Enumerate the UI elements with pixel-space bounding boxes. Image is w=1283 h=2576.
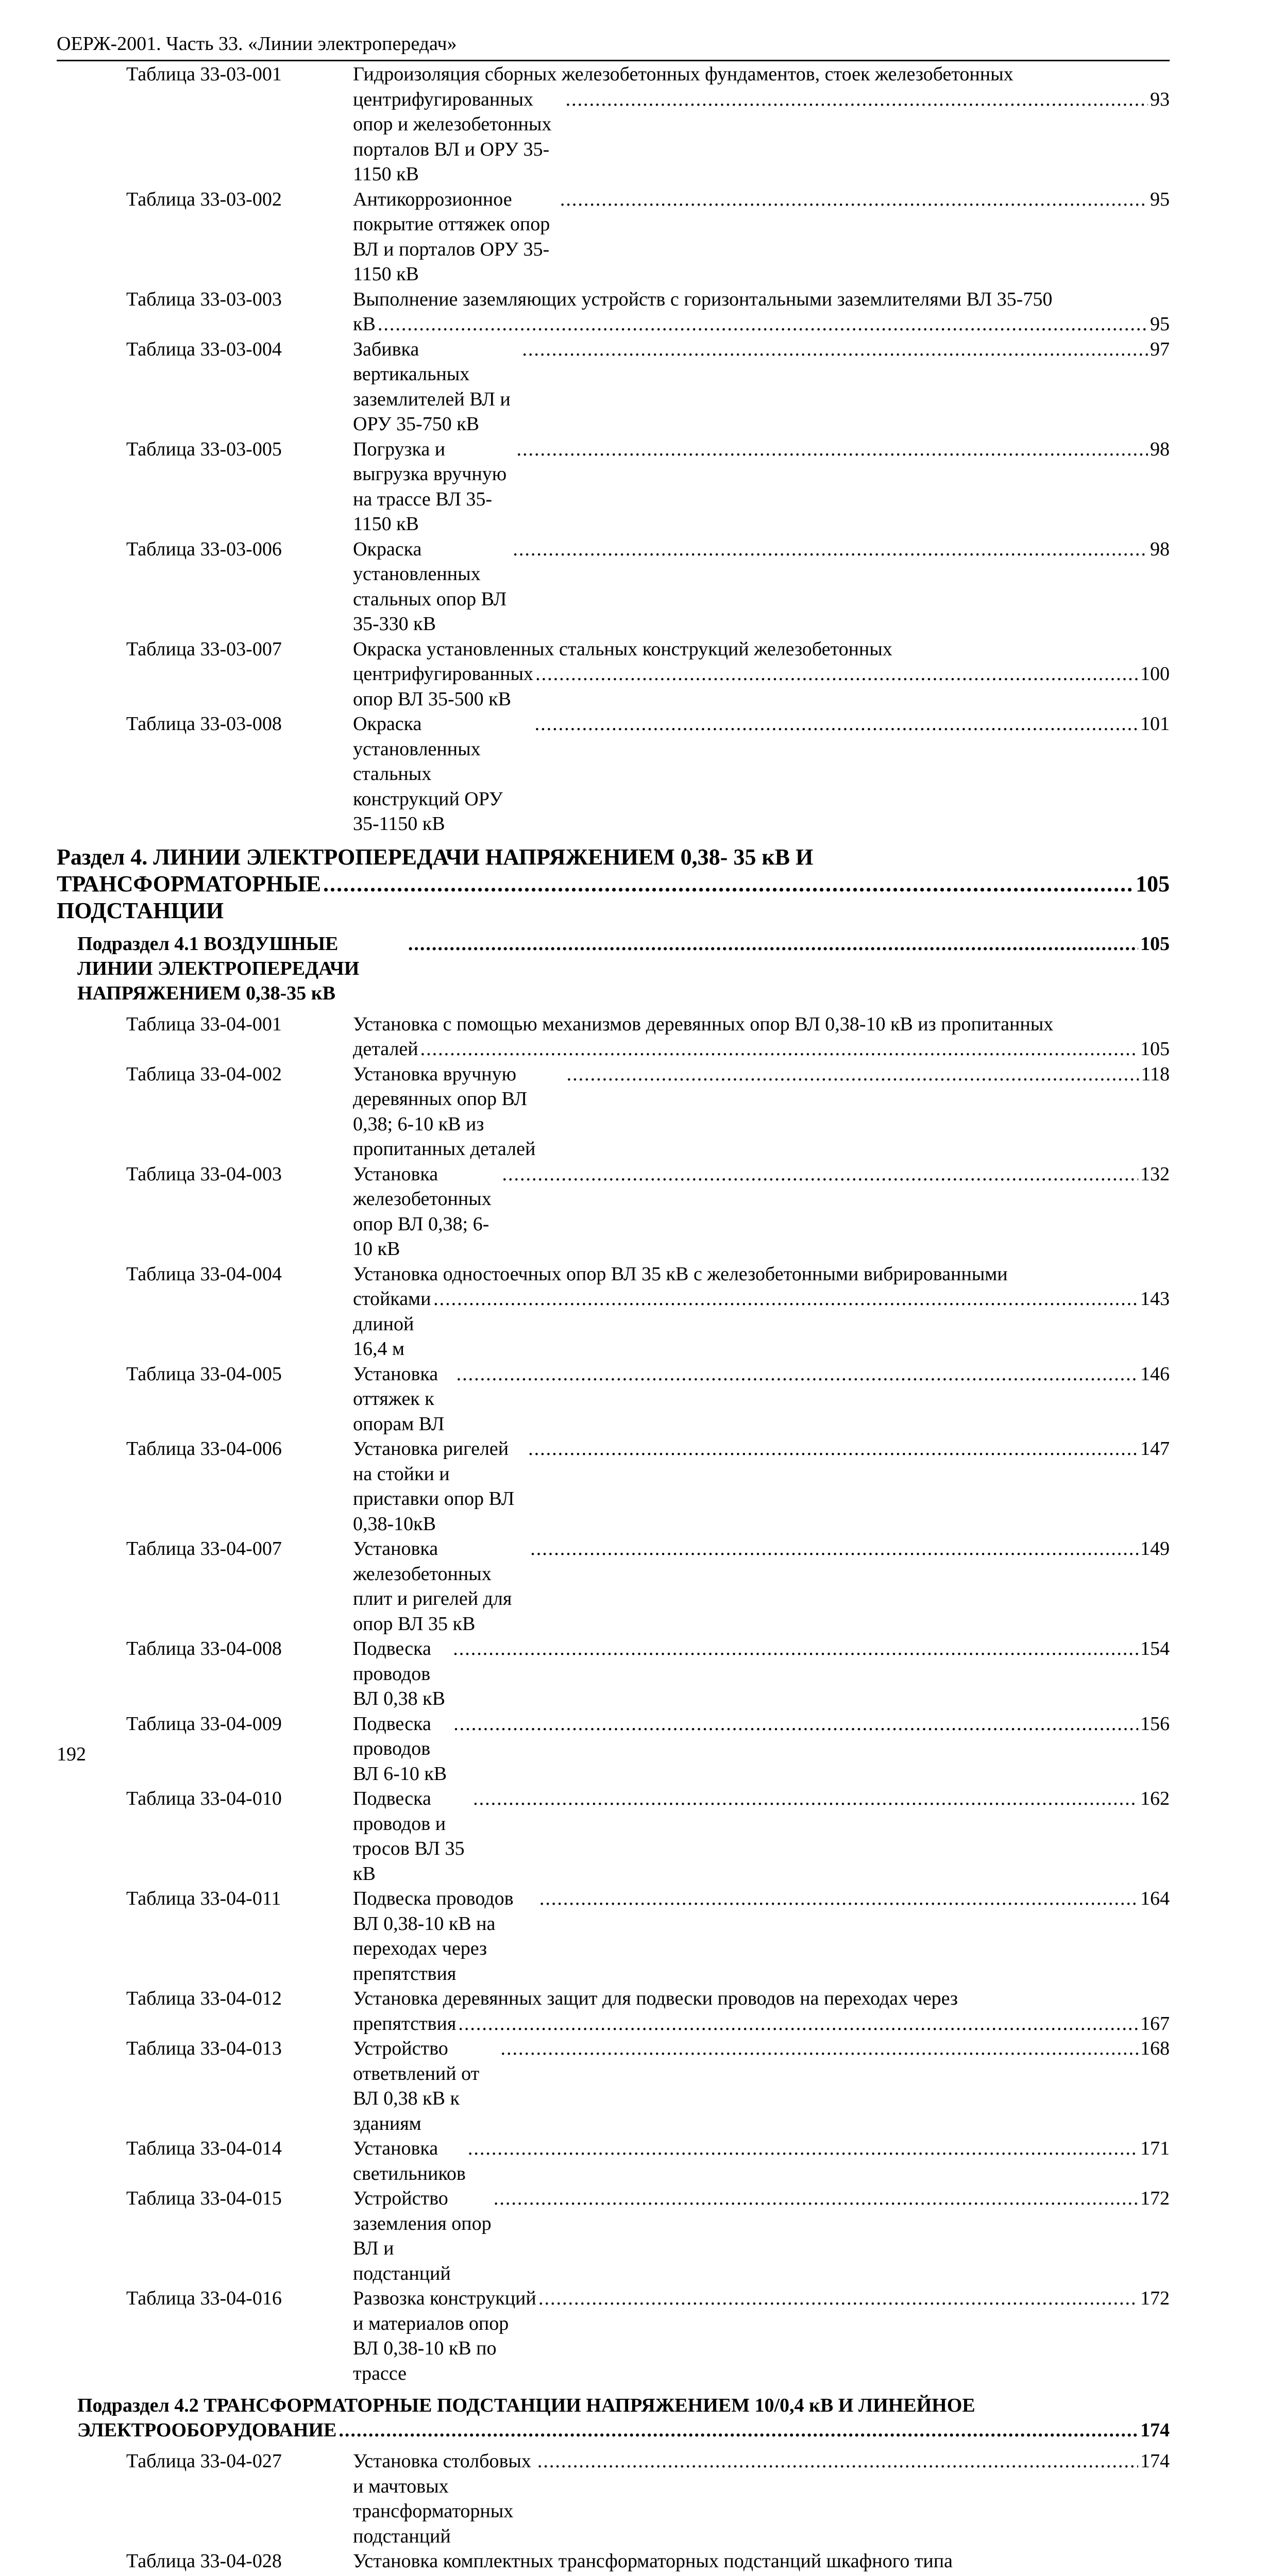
section-heading: [57, 844, 1170, 924]
toc-entry: [57, 1362, 1170, 1437]
page-ref: 171: [1140, 2136, 1170, 2161]
dot-leader: [513, 537, 1148, 562]
toc-entry: [57, 1062, 1170, 1162]
title-text: Установка железобетонных опор ВЛ 0,38; 6-10 кВ: [353, 1162, 500, 1262]
page-ref: 93: [1150, 87, 1170, 112]
dot-leader: [468, 2136, 1138, 2161]
title-line: Установка с помощью механизмов деревянных опор ВЛ 0,38-10 кВ из пропитанных: [353, 1012, 1170, 1037]
page-ref: 100: [1140, 662, 1170, 687]
page-ref: 105: [1136, 871, 1170, 897]
title-line-with-leader: [353, 2036, 1170, 2136]
title-text: Установка светильников: [353, 2136, 466, 2186]
toc-entry: [57, 2136, 1170, 2186]
page-ref: 164: [1140, 1886, 1170, 1911]
table-code: Таблица 33-04-001: [126, 1012, 282, 1037]
title-line-with-leader: [77, 2418, 1170, 2443]
title-line-with-leader: [77, 931, 1170, 1006]
page-ref: 105: [1140, 931, 1170, 956]
toc-entry-title: [353, 2449, 1170, 2549]
title-text: Устройство ответвлений от ВЛ 0,38 кВ к зданиям: [353, 2036, 499, 2136]
toc-entry-title: [353, 1986, 1170, 2036]
table-code: Таблица 33-04-012: [126, 1986, 282, 2011]
toc-entry-title: [353, 62, 1170, 187]
toc-entry-title: [353, 1012, 1170, 1062]
title-text: Устройство заземления опор ВЛ и подстанций: [353, 2186, 492, 2286]
title-line-with-leader: [353, 1786, 1170, 1886]
page-ref: 132: [1140, 1162, 1170, 1187]
dot-leader: [453, 1636, 1138, 1662]
title-text: Подраздел 4.1 ВОЗДУШНЫЕ ЛИНИИ ЭЛЕКТРОПЕРЕДАЧИ НАПРЯЖЕНИЕМ 0,38-35 кВ: [77, 931, 406, 1006]
title-text: Установка ригелей на стойки и приставки опор ВЛ 0,38-10кВ: [353, 1436, 526, 1536]
title-text: Подвеска проводов и тросов ВЛ 35 кВ: [353, 1786, 471, 1886]
title-line-with-leader: [353, 2011, 1170, 2037]
title-text: Погрузка и выгрузка вручную на трассе ВЛ 35-1150 кВ: [353, 437, 514, 537]
title-text: Антикоррозионное покрытие оттяжек опор ВЛ и порталов ОРУ 35-1150 кВ: [353, 187, 558, 287]
toc-entry: [57, 1012, 1170, 1062]
table-code: Таблица 33-04-010: [126, 1786, 282, 1811]
toc-entry-title: [353, 711, 1170, 837]
dot-leader: [502, 1162, 1138, 1187]
toc-entry-title: [353, 537, 1170, 637]
title-line-with-leader: [353, 1286, 1170, 1362]
toc-entry-title: [353, 2036, 1170, 2136]
toc-entry-title: [353, 2549, 1170, 2576]
title-line-with-leader: [353, 1037, 1170, 1062]
toc-entry-title: [353, 637, 1170, 712]
dot-leader: [457, 1362, 1138, 1387]
title-line-with-leader: [353, 2574, 1170, 2576]
toc-entry: [57, 1436, 1170, 1536]
title-line-with-leader: [353, 1711, 1170, 1787]
table-code: Таблица 33-04-007: [126, 1536, 282, 1562]
toc-entry-title: [353, 1436, 1170, 1536]
title-text: ЭЛЕКТРООБОРУДОВАНИЕ: [77, 2418, 336, 2443]
dot-leader: [473, 1786, 1138, 1811]
table-code: Таблица 33-04-016: [126, 2286, 282, 2311]
title-text: Окраска установленных стальных опор ВЛ 35-330 кВ: [353, 537, 511, 637]
toc-entry: [57, 2549, 1170, 2576]
title-line-with-leader: [353, 662, 1170, 711]
page-ref: 156: [1140, 1711, 1170, 1737]
toc-entry-title: [353, 187, 1170, 287]
title-line: Установка деревянных защит для подвески проводов на переходах через: [353, 1986, 1170, 2011]
title-line: Окраска установленных стальных конструкций железобетонных: [353, 637, 1170, 662]
page-ref: 162: [1140, 1786, 1170, 1811]
toc-entry: [57, 2449, 1170, 2549]
page-ref: 143: [1140, 1286, 1170, 1312]
table-code: Таблица 33-04-004: [126, 1262, 282, 1287]
toc-entry-title: [353, 1786, 1170, 1886]
title-line-with-leader: [353, 711, 1170, 837]
toc-entry-title: [353, 1062, 1170, 1162]
title-text: Подвеска проводов ВЛ 0,38-10 кВ на переходах через препятствия: [353, 1886, 537, 1986]
title-line: Выполнение заземляющих устройств с горизонтальными заземлителями ВЛ 35-750: [353, 287, 1170, 312]
title-text: кВ: [353, 312, 376, 337]
toc-entry: [57, 1786, 1170, 1886]
table-code: Таблица 33-03-007: [126, 637, 282, 662]
title-text: стойками длиной 16,4 м: [353, 1286, 431, 1362]
toc-entry: [57, 1711, 1170, 1787]
title-line-with-leader: [353, 2286, 1170, 2386]
page-ref: 101: [1140, 711, 1170, 737]
dot-leader: [567, 1062, 1139, 1087]
toc-entry: [57, 1262, 1170, 1362]
title-text: центрифугированных опор и железобетонных порталов ВЛ и ОРУ 35-1150 кВ: [353, 87, 564, 187]
title-text: Подвеска проводов ВЛ 0,38 кВ: [353, 1636, 451, 1711]
title-line: Гидроизоляция сборных железобетонных фундаментов, стоек железобетонных: [353, 62, 1170, 87]
dot-leader: [453, 1711, 1138, 1737]
page-ref: 147: [1140, 1436, 1170, 1462]
toc-entry: [57, 1536, 1170, 1636]
table-code: Таблица 33-04-014: [126, 2136, 282, 2161]
table-code: Таблица 33-04-027: [126, 2449, 282, 2474]
dot-leader: [339, 2418, 1138, 2443]
dot-leader: [539, 1886, 1138, 1911]
page-ref: 98: [1150, 537, 1170, 562]
table-code: Таблица 33-04-005: [126, 1362, 282, 1387]
page-ref: 98: [1150, 437, 1170, 462]
toc-entry: [57, 1886, 1170, 1986]
title-line-with-leader: [353, 1636, 1170, 1711]
toc-entry: [57, 711, 1170, 837]
toc-entry-title: [353, 1162, 1170, 1262]
table-code: Таблица 33-04-009: [126, 1711, 282, 1737]
dot-leader: [566, 87, 1148, 112]
title-line-with-leader: [353, 1436, 1170, 1536]
dot-leader: [538, 2286, 1138, 2311]
title-line-with-leader: [57, 871, 1170, 924]
title-line: Установка комплектных трансформаторных подстанций шкафного типа: [353, 2549, 1170, 2574]
subsection-heading: [77, 2393, 1170, 2443]
title-line-with-leader: [353, 1362, 1170, 1437]
title-text: Подвеска проводов ВЛ 6-10 кВ: [353, 1711, 451, 1787]
dot-leader: [535, 711, 1138, 737]
toc-entry: [57, 2036, 1170, 2136]
dot-leader: [323, 871, 1134, 897]
page-ref: 149: [1140, 1536, 1170, 1562]
toc-entry: [57, 537, 1170, 637]
dot-leader: [494, 2186, 1138, 2211]
title-line-with-leader: [353, 537, 1170, 637]
title-text: Установка железобетонных плит и ригелей для опор ВЛ 35 кВ: [353, 1536, 528, 1636]
dot-leader: [560, 187, 1148, 212]
title-line-with-leader: [353, 337, 1170, 437]
table-code: Таблица 33-03-003: [126, 287, 282, 312]
page-ref: 172: [1140, 2186, 1170, 2211]
title-line-with-leader: [353, 87, 1170, 187]
table-code: Таблица 33-03-008: [126, 711, 282, 737]
title-line-with-leader: [353, 2186, 1170, 2286]
title-line: Установка одностоечных опор ВЛ 35 кВ с железобетонными вибрированными: [353, 1262, 1170, 1287]
title-text: Установка вручную деревянных опор ВЛ 0,38; 6-10 кВ из пропитанных деталей: [353, 1062, 565, 1162]
title-text: препятствия: [353, 2011, 456, 2037]
table-code: Таблица 33-03-005: [126, 437, 282, 462]
toc-entry: [57, 287, 1170, 337]
toc-entry: [57, 2286, 1170, 2386]
toc-entry: [57, 637, 1170, 712]
title-line-with-leader: [353, 187, 1170, 287]
table-code: Таблица 33-04-002: [126, 1062, 282, 1087]
dot-leader: [420, 1037, 1138, 1062]
toc-entry: [57, 62, 1170, 187]
page-ref: 118: [1141, 1062, 1170, 1087]
title-line-with-leader: [353, 2449, 1170, 2549]
page-header: ОЕРЖ-2001. Часть 33. «Линии электропередач»: [57, 31, 1170, 61]
toc-entry-title: [353, 437, 1170, 537]
title-text: [353, 2574, 452, 2576]
toc-entry-title: [353, 1262, 1170, 1362]
page-number: 192: [57, 1741, 86, 1767]
page-ref: 95: [1150, 312, 1170, 337]
table-of-contents: [57, 62, 1170, 2576]
title-text: Развозка конструкций и материалов опор ВЛ 0,38-10 кВ по трассе: [353, 2286, 536, 2386]
page-ref: 95: [1150, 187, 1170, 212]
toc-entry: [57, 1162, 1170, 1262]
page-ref: 172: [1140, 2286, 1170, 2311]
toc-entry: [57, 187, 1170, 287]
toc-entry-title: [353, 2186, 1170, 2286]
toc-entry: [57, 1986, 1170, 2036]
toc-entry: [57, 2186, 1170, 2286]
page-ref: 154: [1140, 1636, 1170, 1662]
dot-leader: [458, 2011, 1138, 2037]
table-code: Таблица 33-04-028: [126, 2549, 282, 2574]
table-code: Таблица 33-03-004: [126, 337, 282, 362]
title-line-with-leader: [353, 2136, 1170, 2186]
toc-entry-title: [353, 1362, 1170, 1437]
toc-entry-title: [353, 1886, 1170, 1986]
toc-entry-title: [353, 2286, 1170, 2386]
page-ref: 168: [1140, 2036, 1170, 2061]
table-code: Таблица 33-03-006: [126, 537, 282, 562]
title-line-with-leader: [353, 1886, 1170, 1986]
subsection-heading: [77, 931, 1170, 1006]
table-code: Таблица 33-03-001: [126, 62, 282, 87]
dot-leader: [408, 931, 1138, 956]
title-line-with-leader: [353, 1536, 1170, 1636]
title-line: Раздел 4. ЛИНИИ ЭЛЕКТРОПЕРЕДАЧИ НАПРЯЖЕНИЕМ 0,38- 35 кВ И: [57, 844, 1170, 871]
page-ref: 174: [1140, 2449, 1170, 2474]
toc-entry: [57, 437, 1170, 537]
title-line-with-leader: [353, 312, 1170, 337]
title-line-with-leader: [353, 1062, 1170, 1162]
table-code: Таблица 33-04-015: [126, 2186, 282, 2211]
title-line-with-leader: [353, 1162, 1170, 1262]
table-code: Таблица 33-03-002: [126, 187, 282, 212]
toc-entry-title: [353, 1636, 1170, 1711]
toc-entry: [57, 1636, 1170, 1711]
page-ref: 97: [1150, 337, 1170, 362]
page-ref: 105: [1140, 1037, 1170, 1062]
dot-leader: [530, 1536, 1138, 1562]
dot-leader: [501, 2036, 1138, 2061]
toc-entry-title: [353, 337, 1170, 437]
toc-entry-title: [353, 1536, 1170, 1636]
title-text: Установка столбовых и мачтовых трансформаторных подстанций: [353, 2449, 535, 2549]
page-ref: [1140, 2574, 1170, 2576]
toc-entry: [57, 337, 1170, 437]
table-code: Таблица 33-04-003: [126, 1162, 282, 1187]
dot-leader: [516, 437, 1148, 462]
toc-entry-title: [353, 1711, 1170, 1787]
page-ref: 167: [1140, 2011, 1170, 2037]
title-text: ТРАНСФОРМАТОРНЫЕ ПОДСТАНЦИИ: [57, 871, 321, 924]
dot-leader: [522, 337, 1148, 362]
dot-leader: [378, 312, 1148, 337]
dot-leader: [528, 1436, 1138, 1462]
title-line: Подраздел 4.2 ТРАНСФОРМАТОРНЫЕ ПОДСТАНЦИИ НАПРЯЖЕНИЕМ 10/0,4 кВ И ЛИНЕЙНОЕ: [77, 2393, 1170, 2418]
dot-leader: [535, 662, 1138, 687]
table-code: Таблица 33-04-013: [126, 2036, 282, 2061]
title-text: деталей: [353, 1037, 418, 1062]
dot-leader: [537, 2449, 1138, 2474]
table-code: Таблица 33-04-011: [126, 1886, 281, 1911]
page-ref: 174: [1140, 2418, 1170, 2443]
title-line-with-leader: [353, 437, 1170, 537]
title-text: центрифугированных опор ВЛ 35-500 кВ: [353, 662, 533, 711]
page-ref: 146: [1140, 1362, 1170, 1387]
title-text: Окраска установленных стальных конструкций ОРУ 35-1150 кВ: [353, 711, 533, 837]
table-code: Таблица 33-04-008: [126, 1636, 282, 1662]
title-text: Забивка вертикальных заземлителей ВЛ и ОРУ 35-750 кВ: [353, 337, 520, 437]
toc-entry-title: [353, 287, 1170, 337]
table-code: Таблица 33-04-006: [126, 1436, 282, 1462]
toc-entry-title: [353, 2136, 1170, 2186]
dot-leader: [454, 2574, 1138, 2576]
title-text: Установка оттяжек к опорам ВЛ: [353, 1362, 454, 1437]
dot-leader: [433, 1286, 1138, 1312]
